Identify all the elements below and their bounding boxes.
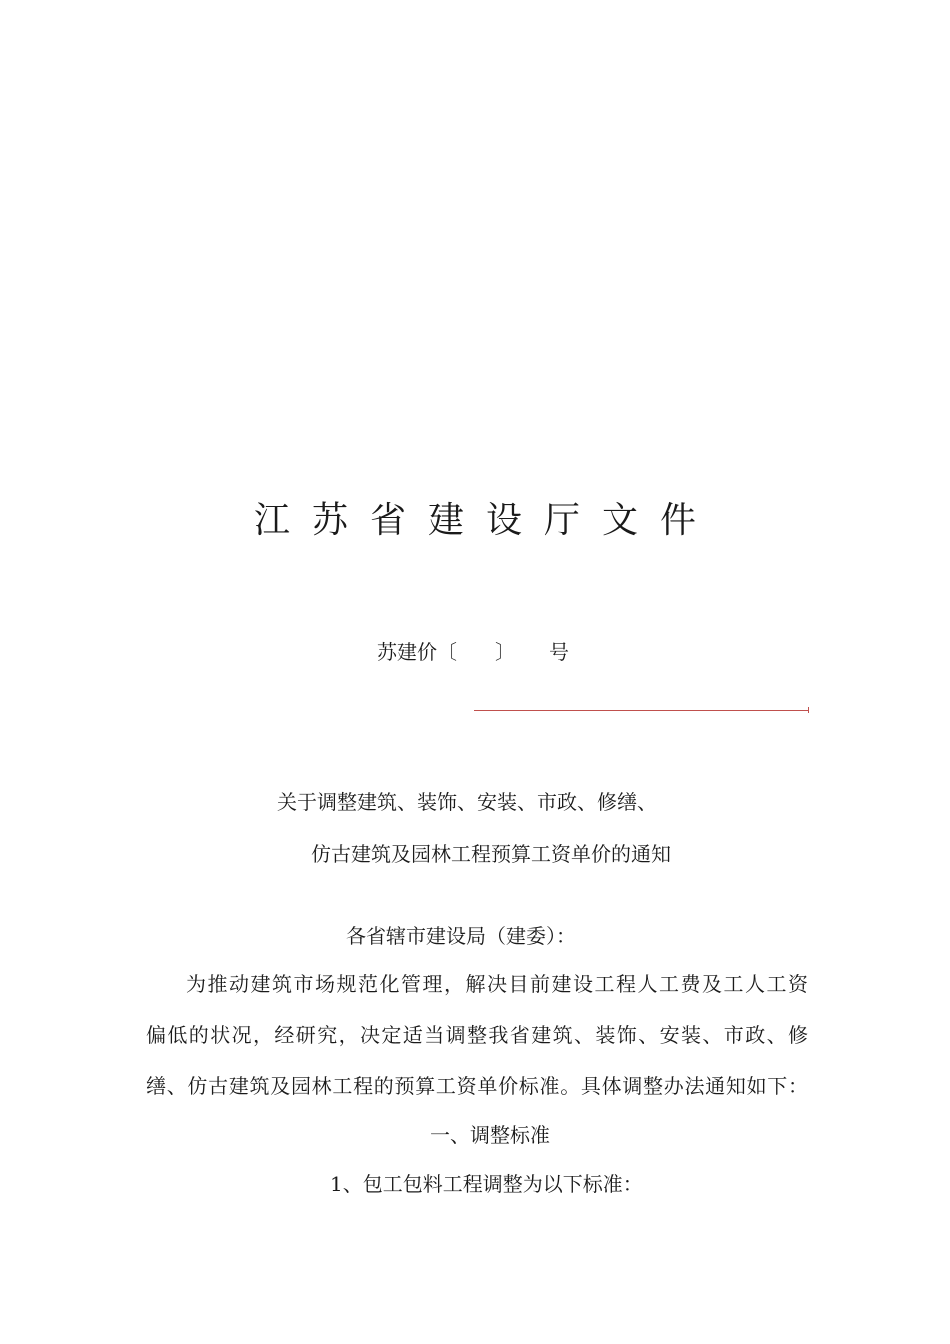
section-heading-1: 一、调整标准: [430, 1123, 550, 1147]
sub-heading-1: 1、包工包料工程调整为以下标准：: [330, 1172, 643, 1196]
doc-number-suffix: 号: [549, 640, 569, 664]
notice-title-line-1: 关于调整建筑、装饰、安装、市政、修缮、: [277, 790, 657, 814]
addressee: 各省辖市建设局（建委）：: [346, 924, 576, 948]
body-paragraph-line-3: 缮、仿古建筑及园林工程的预算工资单价标准。具体调整办法通知如下：: [146, 1074, 808, 1098]
issuing-authority-title: 江苏省建设厅文件: [253, 500, 718, 541]
rule-end-tick: [808, 707, 809, 713]
doc-number-close: 〕: [495, 640, 515, 664]
body-paragraph-line-2: 偏低的状况，经研究，决定适当调整我省建筑、装饰、安装、市政、修: [146, 1023, 808, 1047]
red-header-rule: [474, 710, 808, 711]
doc-number-prefix: 苏建价〔: [377, 640, 457, 664]
body-paragraph-line-1: 为推动建筑市场规范化管理，解决目前建设工程人工费及工人工资: [186, 972, 808, 996]
notice-title-line-2: 仿古建筑及园林工程预算工资单价的通知: [311, 842, 671, 866]
document-number: [377, 638, 569, 666]
